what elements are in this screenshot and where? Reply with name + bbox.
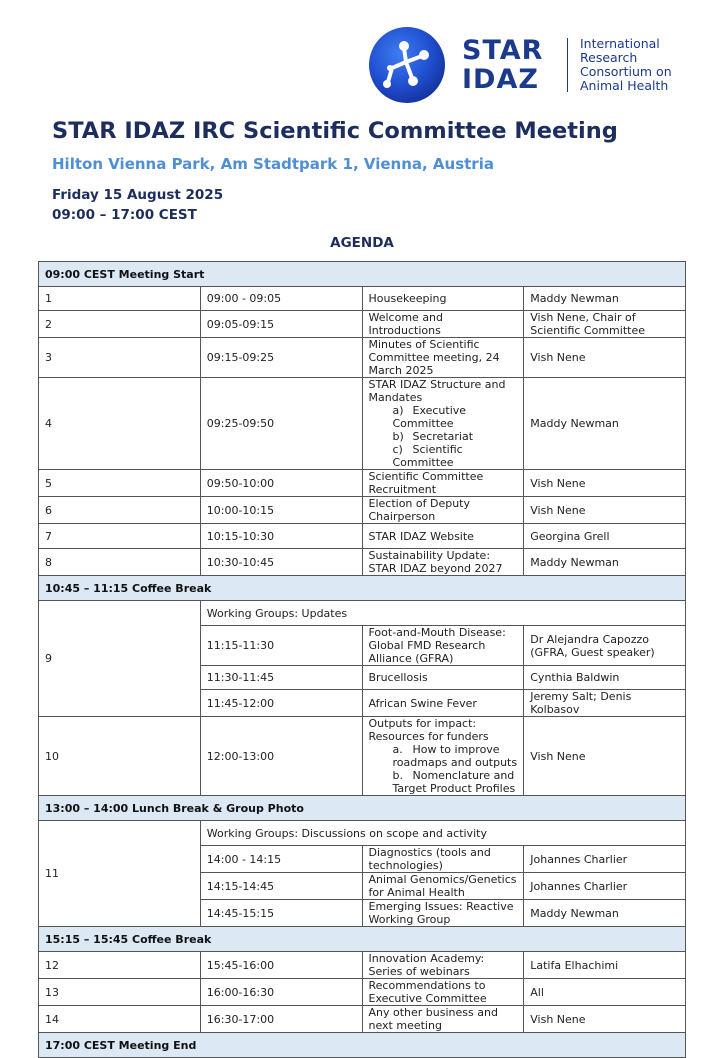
table-row [39, 1006, 686, 1033]
item-speaker: Vish Nene [524, 338, 686, 378]
item-time: 11:30-11:45 [200, 666, 362, 690]
agenda-table [38, 261, 686, 1058]
logo-tagline [580, 37, 672, 93]
logo-wordmark [462, 36, 543, 94]
item-time: 10:30-10:45 [200, 549, 362, 576]
item-time: 14:15-14:45 [200, 873, 362, 900]
item-speaker: Latifa Elhachimi [524, 952, 686, 979]
section-band [39, 262, 686, 287]
coffee-break: 10:45 – 11:15 Coffee Break [39, 576, 686, 601]
star-idaz-logo-mark [368, 26, 446, 104]
section-band [39, 576, 686, 601]
item-time: 09:00 - 09:05 [200, 287, 362, 311]
item-title: Recommendations to Executive Committee [362, 979, 524, 1006]
item-number: 12 [39, 952, 201, 979]
item-title: Sustainability Update: STAR IDAZ beyond 2027 [362, 549, 524, 576]
table-row [39, 952, 686, 979]
table-row [39, 979, 686, 1006]
item-time: 14:45-15:15 [200, 900, 362, 927]
page-title: STAR IDAZ IRC Scientific Committee Meeting [52, 118, 618, 144]
sub-item [393, 404, 518, 430]
tagline-line: Consortium on [580, 64, 672, 79]
item-speaker: Maddy Newman [524, 549, 686, 576]
section-band [39, 796, 686, 821]
table-row [39, 549, 686, 576]
item-time: 09:05-09:15 [200, 311, 362, 338]
sub-marker: a. [392, 743, 403, 756]
meeting-time: 09:00 – 17:00 CEST [52, 207, 197, 223]
item-number: 6 [39, 497, 201, 524]
table-row [39, 311, 686, 338]
meeting-end: 17:00 CEST Meeting End [39, 1033, 686, 1058]
item-speaker: Maddy Newman [524, 378, 686, 470]
item-speaker: Jeremy Salt; Denis Kolbasov [524, 690, 686, 717]
section-band [39, 927, 686, 952]
item-time: 10:15-10:30 [200, 524, 362, 549]
item-speaker: Vish Nene [524, 497, 686, 524]
item-time: 12:00-13:00 [200, 717, 362, 796]
coffee-break: 15:15 – 15:45 Coffee Break [39, 927, 686, 952]
item-title: Outputs for impact: Resources for funders [368, 717, 489, 743]
item-title: Diagnostics (tools and technologies) [362, 846, 524, 873]
item-title-with-subitems [362, 378, 524, 470]
item-number: 4 [39, 378, 201, 470]
table-row [39, 497, 686, 524]
item-title: Election of Deputy Chairperson [362, 497, 524, 524]
tagline-line: International [580, 36, 660, 51]
item-speaker: Maddy Newman [524, 900, 686, 927]
item-time: 11:45-12:00 [200, 690, 362, 717]
group-heading: Working Groups: Updates [200, 601, 685, 626]
item-speaker: Johannes Charlier [524, 846, 686, 873]
sub-list [369, 743, 518, 795]
logo-word-idaz: IDAZ [462, 64, 539, 95]
item-number: 5 [39, 470, 201, 497]
item-time: 09:50-10:00 [200, 470, 362, 497]
item-time: 16:30-17:00 [200, 1006, 362, 1033]
item-title-with-subitems [362, 717, 524, 796]
logo-divider [567, 38, 568, 92]
item-speaker: Vish Nene [524, 470, 686, 497]
table-row [39, 524, 686, 549]
table-row [39, 601, 686, 626]
agenda-heading: AGENDA [330, 235, 394, 251]
item-number: 11 [39, 821, 201, 927]
table-row [39, 378, 686, 470]
item-number: 13 [39, 979, 201, 1006]
sub-item [393, 769, 518, 795]
item-title: STAR IDAZ Structure and Mandates [368, 378, 506, 404]
item-time: 16:00-16:30 [200, 979, 362, 1006]
item-title: Welcome and Introductions [362, 311, 524, 338]
group-heading: Working Groups: Discussions on scope and activity [200, 821, 685, 846]
meeting-start: 09:00 CEST Meeting Start [39, 262, 686, 287]
section-band [39, 1033, 686, 1058]
item-title: Emerging Issues: Reactive Working Group [362, 900, 524, 927]
item-title: Innovation Academy: Series of webinars [362, 952, 524, 979]
sub-marker: c) [392, 443, 403, 456]
item-number: 7 [39, 524, 201, 549]
item-speaker: Maddy Newman [524, 287, 686, 311]
item-time: 11:15-11:30 [200, 626, 362, 666]
sub-item [393, 430, 518, 443]
sub-text: Executive Committee [392, 404, 467, 430]
tagline-line: Animal Health [580, 78, 669, 93]
sub-item [393, 443, 518, 469]
item-time: 14:00 - 14:15 [200, 846, 362, 873]
item-time: 15:45-16:00 [200, 952, 362, 979]
item-speaker: Georgina Grell [524, 524, 686, 549]
item-title: STAR IDAZ Website [362, 524, 524, 549]
item-speaker: Vish Nene [524, 1006, 686, 1033]
table-row [39, 338, 686, 378]
item-title: Any other business and next meeting [362, 1006, 524, 1033]
item-speaker: Vish Nene, Chair of Scientific Committee [524, 311, 686, 338]
item-title: Brucellosis [362, 666, 524, 690]
item-title: Housekeeping [362, 287, 524, 311]
item-number: 3 [39, 338, 201, 378]
table-row [39, 821, 686, 846]
item-title: Foot-and-Mouth Disease: Global FMD Research Alliance (GFRA) [362, 626, 524, 666]
item-number: 9 [39, 601, 201, 717]
item-time: 09:25-09:50 [200, 378, 362, 470]
venue: Hilton Vienna Park, Am Stadtpark 1, Vienna, Austria [52, 155, 494, 173]
table-row [39, 717, 686, 796]
item-speaker: All [524, 979, 686, 1006]
item-speaker: Vish Nene [524, 717, 686, 796]
item-number: 8 [39, 549, 201, 576]
item-time: 09:15-09:25 [200, 338, 362, 378]
item-number: 14 [39, 1006, 201, 1033]
sub-text: Scientific Committee [392, 443, 463, 469]
sub-text: Nomenclature and Target Product Profiles [392, 769, 516, 795]
sub-text: How to improve roadmaps and outputs [392, 743, 518, 769]
table-row [39, 470, 686, 497]
sub-text: Secretariat [412, 430, 474, 443]
item-number: 10 [39, 717, 201, 796]
sub-marker: b) [392, 430, 404, 443]
lunch-break: 13:00 – 14:00 Lunch Break & Group Photo [39, 796, 686, 821]
item-title: Scientific Committee Recruitment [362, 470, 524, 497]
sub-marker: a) [392, 404, 404, 417]
meeting-date: Friday 15 August 2025 [52, 187, 224, 203]
sub-item [393, 743, 518, 769]
sub-marker: b. [392, 769, 403, 782]
item-speaker: Dr Alejandra Capozzo (GFRA, Guest speaker) [524, 626, 686, 666]
item-speaker: Johannes Charlier [524, 873, 686, 900]
item-title: Animal Genomics/Genetics for Animal Health [362, 873, 524, 900]
item-title: African Swine Fever [362, 690, 524, 717]
logo-word-star: STAR [462, 35, 544, 66]
item-time: 10:00-10:15 [200, 497, 362, 524]
item-title: Minutes of Scientific Committee meeting, 24 March 2025 [362, 338, 524, 378]
table-row [39, 287, 686, 311]
tagline-line: Research [580, 50, 638, 65]
sub-list [369, 404, 518, 469]
item-number: 1 [39, 287, 201, 311]
item-number: 2 [39, 311, 201, 338]
item-speaker: Cynthia Baldwin [524, 666, 686, 690]
